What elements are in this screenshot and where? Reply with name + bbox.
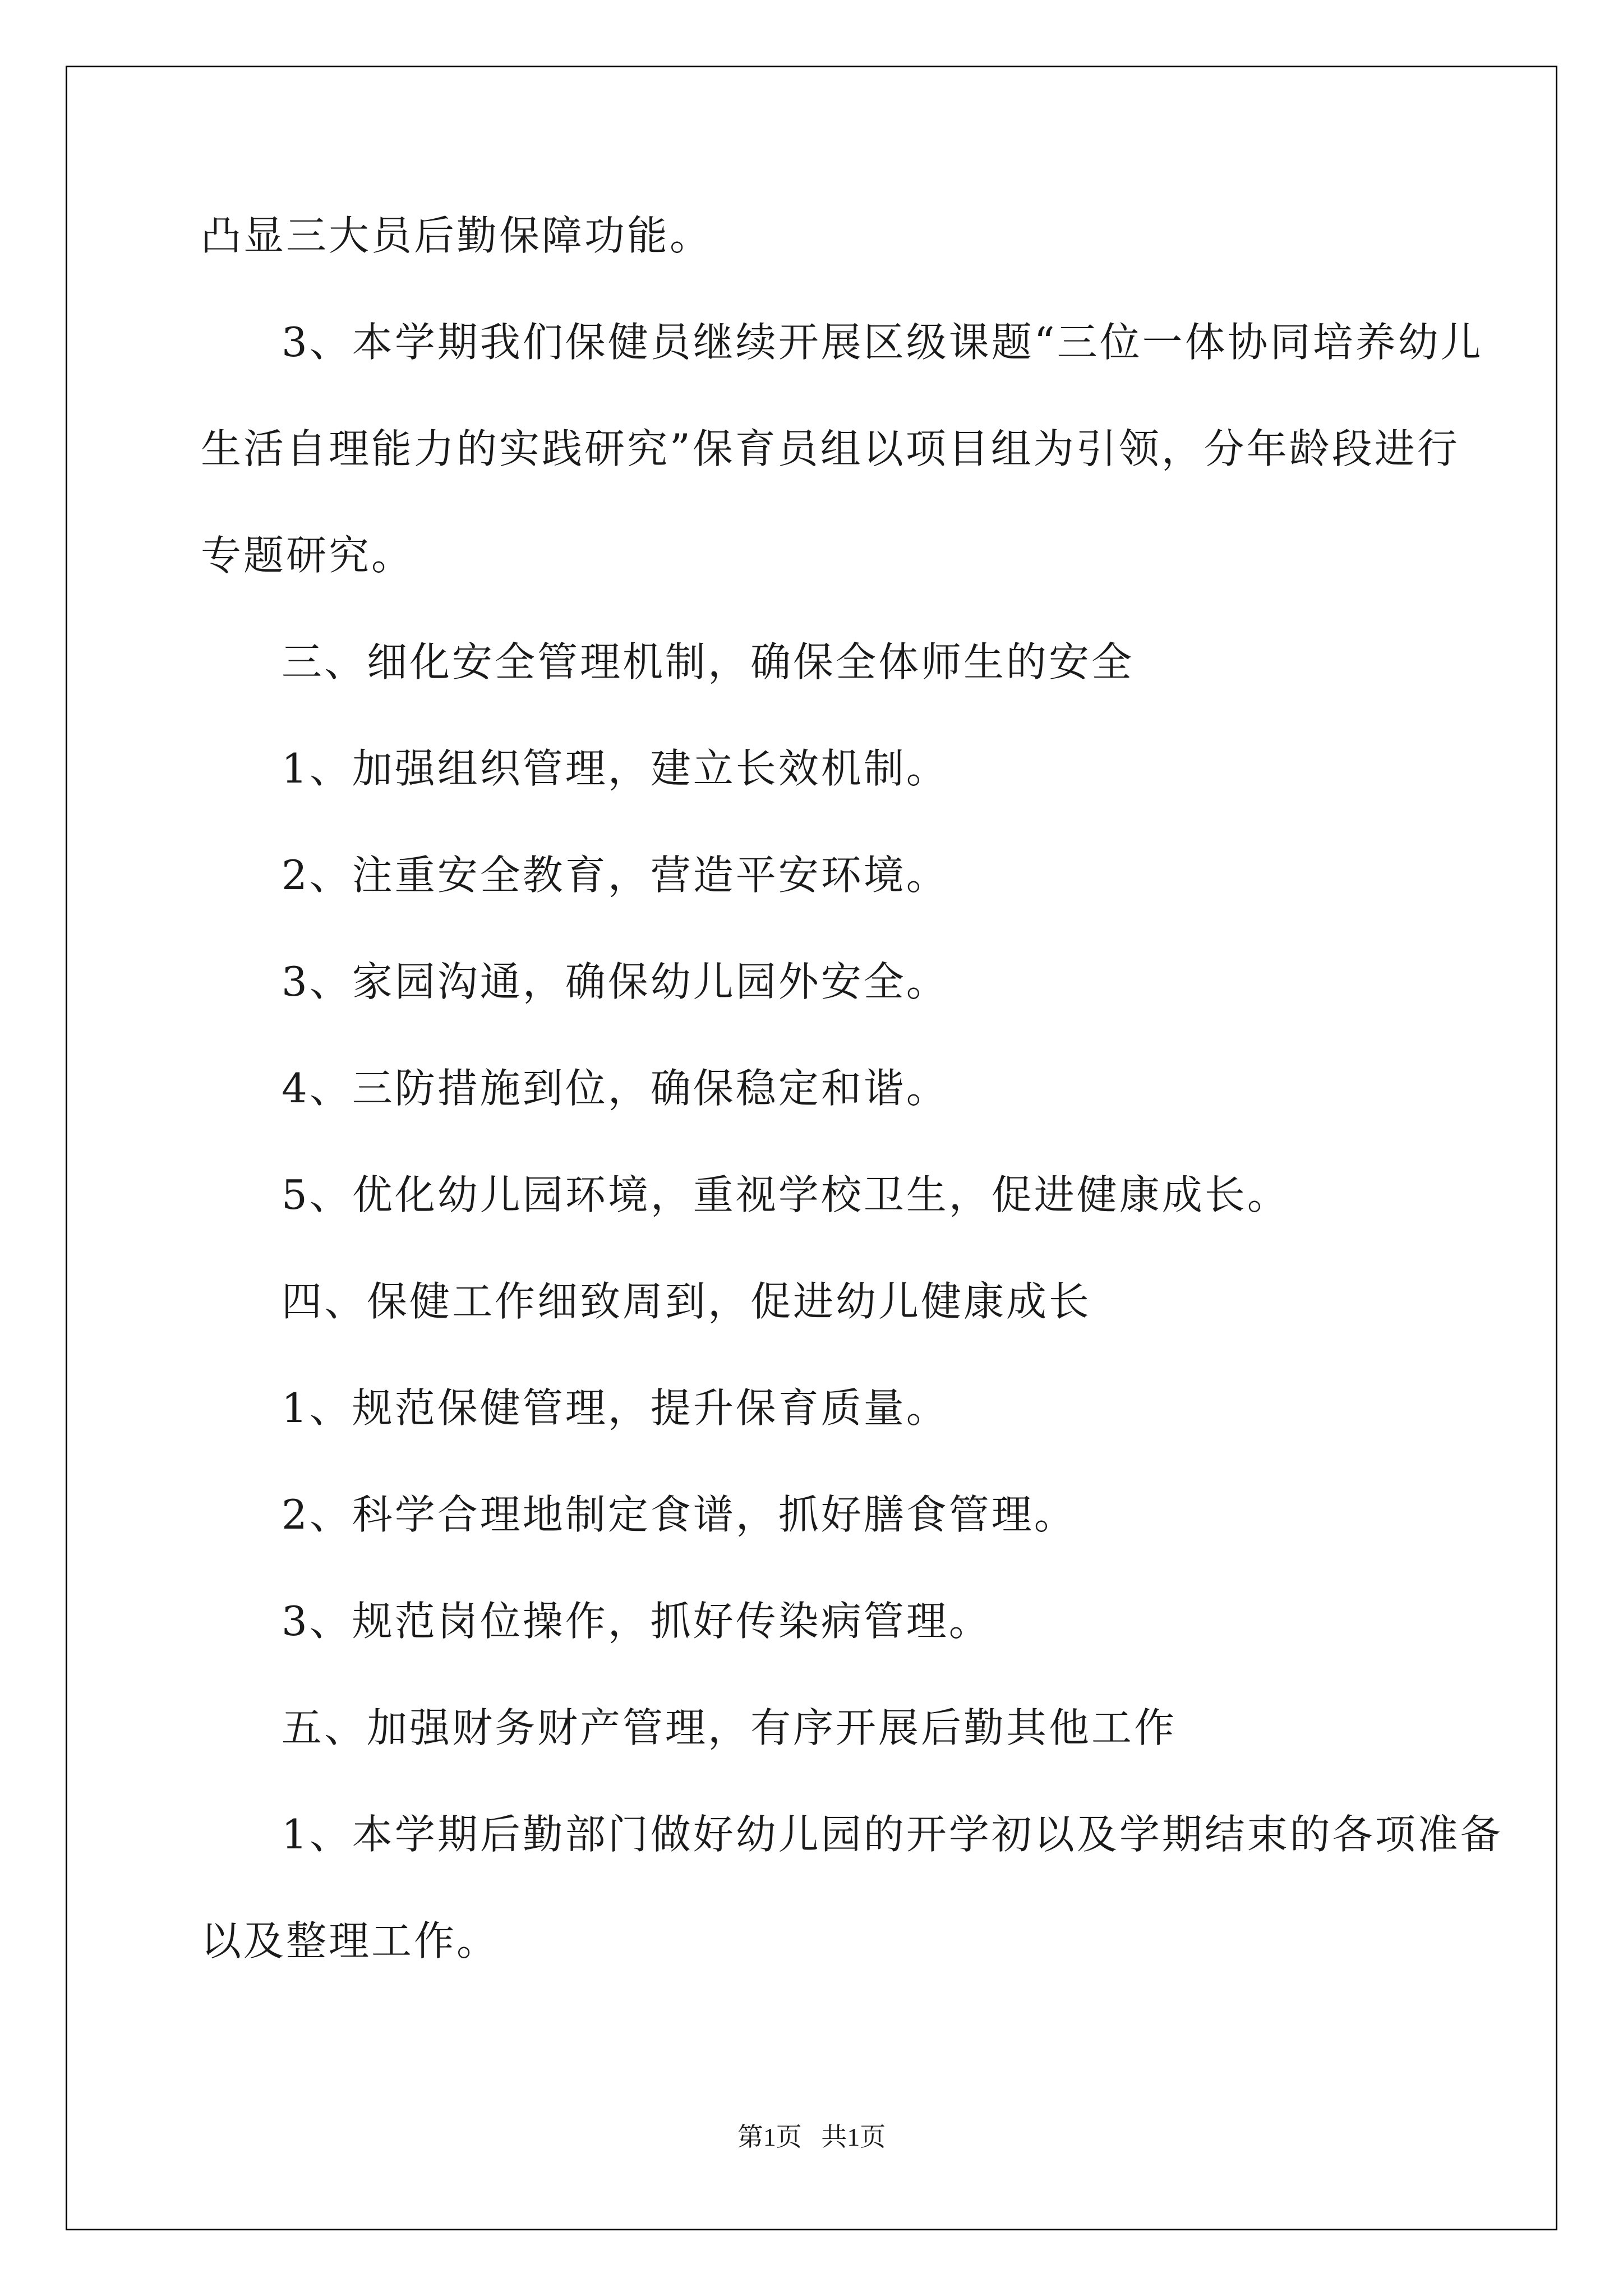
section-heading: 四、保健工作细致周到，促进幼儿健康成长 <box>282 1278 1092 1325</box>
list-item: 5、优化幼儿园环境，重视学校卫生，促进健康成长。 <box>282 1171 1290 1218</box>
list-item: 3、家园沟通，确保幼儿园外安全。 <box>282 958 949 1005</box>
page-border <box>66 66 1557 2230</box>
list-item: 2、科学合理地制定食谱，抓好膳食管理。 <box>282 1491 1077 1538</box>
list-item: 1、规范保健管理，提升保育质量。 <box>282 1384 949 1432</box>
section-heading: 五、加强财务财产管理，有序开展后勤其他工作 <box>282 1704 1177 1751</box>
list-item: 2、注重安全教育，营造平安环境。 <box>282 852 949 899</box>
list-item: 4、三防措施到位，确保稳定和谐。 <box>282 1065 949 1112</box>
paragraph-line: 专题研究。 <box>201 532 414 579</box>
paragraph-line: 生活自理能力的实践研究”保育员组以项目组为引领，分年龄段进行 <box>201 425 1460 472</box>
list-item: 3、规范岗位操作，抓好传染病管理。 <box>282 1598 992 1645</box>
paragraph-line: 以及整理工作。 <box>201 1917 500 1964</box>
paragraph-line: 3、本学期我们保健员继续开展区级课题“三位一体协同培养幼儿 <box>282 319 1483 366</box>
paragraph-line: 凸显三大员后勤保障功能。 <box>201 212 713 259</box>
paragraph-line: 1、本学期后勤部门做好幼儿园的开学初以及学期结束的各项准备 <box>282 1811 1503 1858</box>
section-heading: 三、细化安全管理机制，确保全体师生的安全 <box>282 638 1135 685</box>
list-item: 1、加强组织管理，建立长效机制。 <box>282 745 949 792</box>
page-footer: 第1页 共1页 <box>737 2123 886 2151</box>
